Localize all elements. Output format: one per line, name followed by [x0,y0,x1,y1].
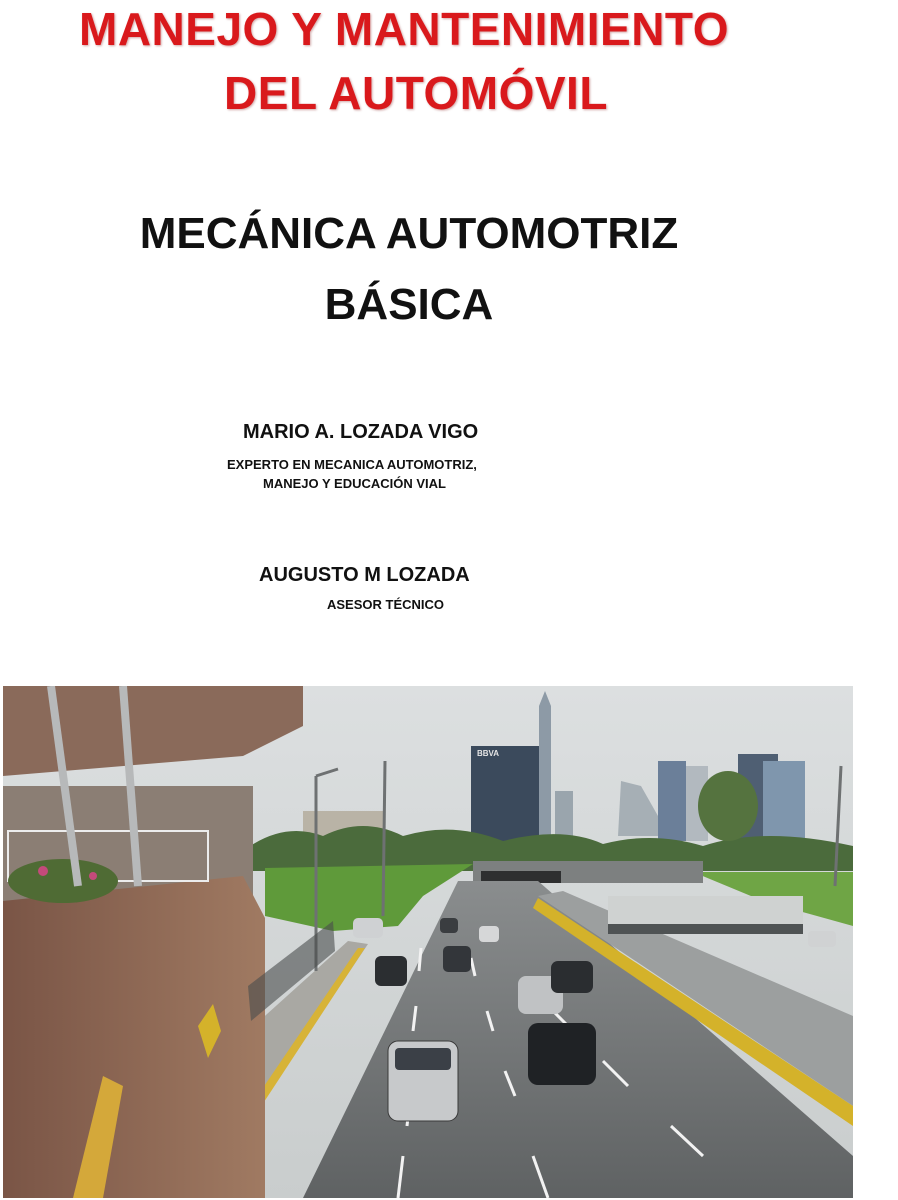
flowers [89,872,97,880]
building [763,761,805,846]
car-dark [375,956,407,986]
subtitle-line-2: BÁSICA [324,280,494,329]
tall-tower [539,691,551,836]
car-dark [440,918,458,933]
bbva-tower [471,746,543,841]
car-window [395,1048,451,1070]
car-white [479,926,499,942]
bus-station [608,896,803,924]
author-1-role-line-2: MANEJO Y EDUCACIÓN VIAL [263,476,446,491]
highway-illustration [3,686,853,1198]
book-title-line-1: MANEJO Y MANTENIMIENTO [79,3,729,55]
car-dark [443,946,471,972]
book-title-line-2: DEL AUTOMÓVIL [224,67,608,119]
author-1-role-line-1: EXPERTO EN MECANICA AUTOMOTRIZ, [227,457,477,472]
tree [698,771,758,841]
author-1-name: MARIO A. LOZADA VIGO [243,421,479,443]
author-2-role: ASESOR TÉCNICO [327,597,445,612]
cover-photo-highway [3,686,853,1198]
bus-station-base [608,924,803,934]
car-white [353,918,383,938]
car-white [808,931,836,947]
building [658,761,686,841]
building [555,791,573,841]
retaining-wall [3,876,265,1198]
subtitle-line-1: MECÁNICA AUTOMOTRIZ [139,209,679,258]
author-2-name: AUGUSTO M LOZADA [259,564,470,586]
car-dark [551,961,593,993]
car-black [528,1023,596,1085]
shrubs [8,859,118,903]
bbva-sign: BBVA [477,749,500,758]
flowers [38,866,48,876]
